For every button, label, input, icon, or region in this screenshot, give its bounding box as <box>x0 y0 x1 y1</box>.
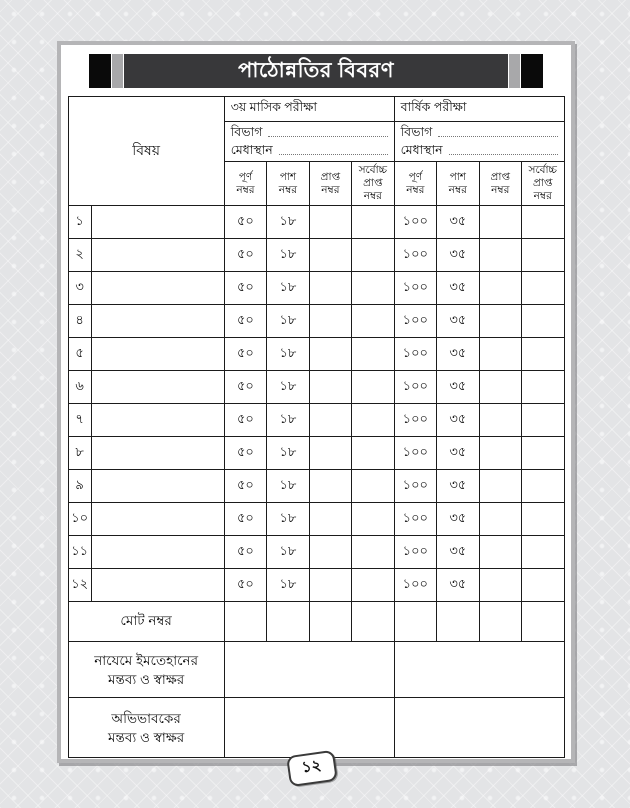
mark-cell <box>479 536 521 569</box>
mark-cell: ১০০ <box>394 404 436 437</box>
document-page <box>57 41 575 763</box>
annual-division-merit-cell <box>394 122 564 162</box>
mark-cell <box>479 272 521 305</box>
mark-cell: ১০০ <box>394 305 436 338</box>
serial-number-cell: ৪ <box>68 305 91 338</box>
monthly-division-merit-cell <box>224 122 394 162</box>
mark-cell: ৩৫ <box>437 404 479 437</box>
subject-rows-body <box>68 206 564 602</box>
serial-number-cell: ৬ <box>68 371 91 404</box>
mark-cell: ১০০ <box>394 338 436 371</box>
subject-name-cell <box>91 239 224 272</box>
column-header-monthly-full-marks: পূর্ণ নম্বর <box>224 162 266 206</box>
column-header-monthly-pass-marks: পাশ নম্বর <box>267 162 309 206</box>
mark-cell: ১০০ <box>394 239 436 272</box>
mark-cell <box>479 371 521 404</box>
subject-row <box>68 272 564 305</box>
mark-cell: ৫০ <box>224 569 266 602</box>
examiner-signature-label: নাযেমে ইমতেহানের মন্তব্য ও স্বাক্ষর <box>68 642 224 698</box>
total-annual-pass-cell <box>437 602 479 642</box>
mark-cell: ৩৫ <box>437 503 479 536</box>
total-annual-highest-cell <box>522 602 565 642</box>
subject-row <box>68 305 564 338</box>
mark-cell <box>352 239 394 272</box>
column-header-annual-pass-marks: পাশ নম্বর <box>437 162 479 206</box>
mark-cell <box>309 272 351 305</box>
mark-cell: ৩৫ <box>437 305 479 338</box>
mark-cell: ৩৫ <box>437 338 479 371</box>
annual-merit-label: মেধাস্থান <box>400 143 443 157</box>
mark-cell <box>352 404 394 437</box>
mark-cell <box>479 503 521 536</box>
mark-cell <box>522 437 565 470</box>
mark-cell: ৫০ <box>224 272 266 305</box>
mark-cell <box>309 470 351 503</box>
mark-cell: ১৮ <box>267 536 309 569</box>
mark-cell <box>479 239 521 272</box>
mark-cell <box>309 206 351 239</box>
mark-cell: ৩৫ <box>437 470 479 503</box>
mark-cell: ৫০ <box>224 206 266 239</box>
mark-cell: ৩৫ <box>437 569 479 602</box>
subject-row <box>68 470 564 503</box>
subject-row <box>68 404 564 437</box>
mark-cell <box>309 338 351 371</box>
mark-cell <box>352 272 394 305</box>
mark-cell: ৫০ <box>224 437 266 470</box>
column-header-subject: বিষয় <box>68 97 224 206</box>
mark-cell <box>479 404 521 437</box>
mark-cell: ১৮ <box>267 305 309 338</box>
mark-cell <box>352 569 394 602</box>
mark-cell: ১৮ <box>267 239 309 272</box>
mark-cell <box>479 569 521 602</box>
serial-number-cell: ১ <box>68 206 91 239</box>
mark-cell <box>352 437 394 470</box>
mark-cell <box>479 338 521 371</box>
monthly-division-fill-line <box>268 136 387 137</box>
subject-name-cell <box>91 569 224 602</box>
mark-cell <box>522 272 565 305</box>
mark-cell: ৩৫ <box>437 239 479 272</box>
serial-number-cell: ১০ <box>68 503 91 536</box>
subject-row <box>68 338 564 371</box>
mark-cell <box>352 536 394 569</box>
mark-cell <box>522 503 565 536</box>
serial-number-cell: ৯ <box>68 470 91 503</box>
mark-cell <box>352 470 394 503</box>
mark-cell <box>352 305 394 338</box>
subject-name-cell <box>91 206 224 239</box>
mark-cell: ৩৫ <box>437 536 479 569</box>
monthly-merit-label: মেধাস্থান <box>230 143 273 157</box>
mark-cell <box>309 239 351 272</box>
banner-accent-black-left <box>89 54 111 88</box>
mark-cell <box>522 206 565 239</box>
mark-cell <box>522 305 565 338</box>
subject-row <box>68 206 564 239</box>
subject-name-cell <box>91 536 224 569</box>
mark-cell: ১০০ <box>394 569 436 602</box>
serial-number-cell: ৫ <box>68 338 91 371</box>
title-banner <box>89 54 543 88</box>
mark-cell: ১৮ <box>267 206 309 239</box>
mark-cell: ৫০ <box>224 338 266 371</box>
mark-cell <box>479 206 521 239</box>
mark-cell: ১০০ <box>394 272 436 305</box>
guardian-signature-label: অভিভাবকের মন্তব্য ও স্বাক্ষর <box>68 698 224 758</box>
subject-name-cell <box>91 503 224 536</box>
examiner-annual-signature-cell <box>394 642 564 698</box>
subject-row <box>68 536 564 569</box>
exam-title-row <box>68 97 564 122</box>
mark-cell <box>522 470 565 503</box>
annual-division-fill-line <box>438 136 557 137</box>
mark-cell <box>479 305 521 338</box>
total-marks-row <box>68 602 564 642</box>
subject-row <box>68 569 564 602</box>
serial-number-cell: ৭ <box>68 404 91 437</box>
mark-cell: ১৮ <box>267 338 309 371</box>
mark-cell <box>309 305 351 338</box>
mark-cell <box>479 437 521 470</box>
mark-cell: ৫০ <box>224 305 266 338</box>
total-monthly-full-cell <box>224 602 266 642</box>
total-monthly-obtained-cell <box>309 602 351 642</box>
subject-row <box>68 437 564 470</box>
mark-cell: ৫০ <box>224 239 266 272</box>
mark-cell <box>309 437 351 470</box>
mark-cell <box>479 470 521 503</box>
annual-division-label: বিভাগ <box>400 125 433 139</box>
monthly-division-label: বিভাগ <box>230 125 263 139</box>
mark-cell <box>309 503 351 536</box>
mark-cell: ৫০ <box>224 371 266 404</box>
column-header-annual-full-marks: পূর্ণ নম্বর <box>394 162 436 206</box>
mark-cell <box>309 371 351 404</box>
subject-row <box>68 371 564 404</box>
subject-name-cell <box>91 470 224 503</box>
mark-cell <box>522 338 565 371</box>
mark-cell: ১৮ <box>267 470 309 503</box>
mark-cell: ৩৫ <box>437 206 479 239</box>
examiner-signature-row <box>68 642 564 698</box>
mark-cell: ১৮ <box>267 437 309 470</box>
column-header-annual-highest-marks: সর্বোচ্চ প্রাপ্ত নম্বর <box>522 162 565 206</box>
subject-name-cell <box>91 371 224 404</box>
column-header-annual-obtained-marks: প্রাপ্ত নম্বর <box>479 162 521 206</box>
mark-cell: ৩৫ <box>437 371 479 404</box>
mark-cell: ১০০ <box>394 437 436 470</box>
serial-number-cell: ১১ <box>68 536 91 569</box>
subject-name-cell <box>91 305 224 338</box>
total-monthly-pass-cell <box>267 602 309 642</box>
serial-number-cell: ১২ <box>68 569 91 602</box>
mark-cell: ১৮ <box>267 404 309 437</box>
banner-accent-gray-right <box>509 54 520 88</box>
mark-cell <box>309 404 351 437</box>
mark-cell <box>352 503 394 536</box>
column-header-monthly-highest-marks: সর্বোচ্চ প্রাপ্ত নম্বর <box>352 162 394 206</box>
subject-row <box>68 239 564 272</box>
mark-cell <box>522 536 565 569</box>
banner-accent-black-right <box>521 54 543 88</box>
mark-cell <box>522 569 565 602</box>
serial-number-cell: ৮ <box>68 437 91 470</box>
mark-cell: ৫০ <box>224 470 266 503</box>
mark-cell <box>352 338 394 371</box>
mark-cell <box>309 569 351 602</box>
mark-cell: ১৮ <box>267 503 309 536</box>
mark-cell: ৩৫ <box>437 272 479 305</box>
mark-cell <box>352 371 394 404</box>
total-annual-full-cell <box>394 602 436 642</box>
mark-cell <box>522 371 565 404</box>
column-header-monthly-obtained-marks: প্রাপ্ত নম্বর <box>309 162 351 206</box>
subject-row <box>68 503 564 536</box>
mark-cell: ১০০ <box>394 371 436 404</box>
mark-cell <box>352 206 394 239</box>
mark-cell: ১৮ <box>267 371 309 404</box>
total-annual-obtained-cell <box>479 602 521 642</box>
page-title: পাঠোন্নতির বিবরণ <box>124 54 508 88</box>
examiner-monthly-signature-cell <box>224 642 394 698</box>
total-marks-label: মোট নম্বর <box>68 602 224 642</box>
mark-cell: ৫০ <box>224 503 266 536</box>
mark-cell: ৫০ <box>224 404 266 437</box>
mark-cell: ১০০ <box>394 206 436 239</box>
serial-number-cell: ৩ <box>68 272 91 305</box>
section-header-annual-exam: বার্ষিক পরীক্ষা <box>394 97 564 122</box>
subject-name-cell <box>91 272 224 305</box>
mark-cell <box>522 239 565 272</box>
annual-merit-fill-line <box>449 154 558 155</box>
mark-cell: ৫০ <box>224 536 266 569</box>
mark-cell <box>522 404 565 437</box>
mark-cell: ১০০ <box>394 470 436 503</box>
mark-cell: ৩৫ <box>437 437 479 470</box>
monthly-merit-fill-line <box>279 154 388 155</box>
progress-table <box>68 96 565 758</box>
subject-name-cell <box>91 404 224 437</box>
mark-cell: ১৮ <box>267 569 309 602</box>
mark-cell: ১০০ <box>394 503 436 536</box>
subject-name-cell <box>91 338 224 371</box>
page-number-badge: ১২ <box>286 750 337 787</box>
guardian-annual-signature-cell <box>394 698 564 758</box>
guardian-signature-row <box>68 698 564 758</box>
section-header-monthly-exam: ৩য় মাসিক পরীক্ষা <box>224 97 394 122</box>
serial-number-cell: ২ <box>68 239 91 272</box>
total-monthly-highest-cell <box>352 602 394 642</box>
mark-cell <box>309 536 351 569</box>
banner-accent-gray-left <box>112 54 123 88</box>
subject-name-cell <box>91 437 224 470</box>
mark-cell: ১০০ <box>394 536 436 569</box>
mark-cell: ১৮ <box>267 272 309 305</box>
guardian-monthly-signature-cell <box>224 698 394 758</box>
